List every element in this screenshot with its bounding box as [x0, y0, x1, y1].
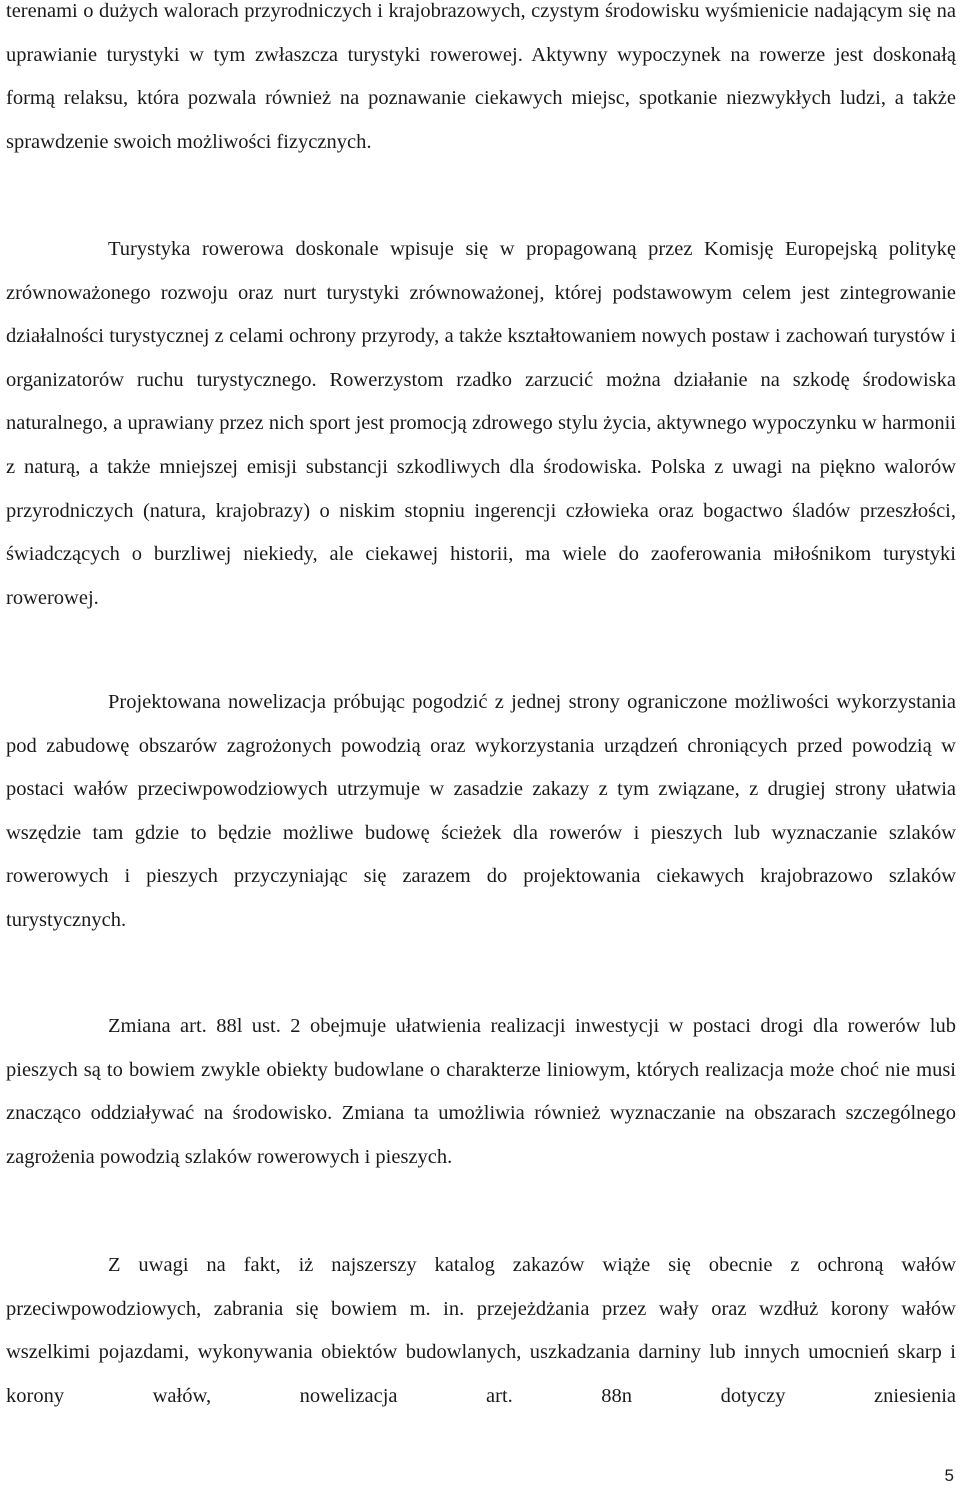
paragraph-4: Zmiana art. 88l ust. 2 obejmuje ułatwienia realizacji inwestycji w postaci drogi dla rowerów lub pieszych są to bowiem zwykle obiekty budowlane o charakterze liniowym, których realizacja może choć nie musi znacząco oddziaływać na środowisko. Zmiana ta umożliwia również wyznaczanie na obszarach szczególnego zagrożenia powodzią szlaków rowerowych i pieszych. [6, 1015, 956, 1168]
paragraph-3: Projektowana nowelizacja próbując pogodzić z jednej strony ograniczone możliwości wykorzystania pod zabudowę obszarów zagrożonych powodzią oraz wykorzystania urządzeń chroniących przed powodzią w postaci wałów przeciwpowodziowych utrzymuje w zasadzie zakazy z tym związane, z drugiej strony ułatwia wszędzie tam gdzie to będzie możliwe budowę ścieżek dla rowerów i pieszych lub wyznaczanie szlaków rowerowych i pieszych przyczyniając się zarazem do projektowania ciekawych krajobrazowo szlaków turystycznych. [6, 691, 956, 931]
paragraph-2: Turystyka rowerowa doskonale wpisuje się w propagowaną przez Komisję Europejską politykę zrównoważonego rozwoju oraz nurt turystyki zrównoważonej, której podstawowym celem jest zintegrowanie działalności turystycznej z celami ochrony przyrody, a także kształtowaniem nowych postaw i zachowań turystów i organizatorów ruchu turystycznego. Rowerzystom rzadko zarzucić można działanie na szkodę środowiska naturalnego, a uprawiany przez nich sport jest promocją zdrowego stylu życia, aktywnego wypoczynku w harmonii z naturą, a także mniejszej emisji substancji szkodliwych dla środowiska. Polska z uwagi na piękno walorów przyrodniczych (natura, krajobrazy) o niskim stopniu ingerencji człowieka oraz bogactwo śladów przeszłości, świadczących o burzliwej niekiedy, ale ciekawej historii, ma wiele do zaoferowania miłośnikom turystyki rowerowej. [6, 238, 956, 609]
paragraph-1: terenami o dużych walorach przyrodniczych i krajobrazowych, czystym środowisku wyśmienicie nadającym się na uprawianie turystyki w tym zwłaszcza turystyki rowerowej. Aktywny wypoczynek na rowerze jest doskonałą formą relaksu, która pozwala również na poznawanie ciekawych miejsc, spotkanie niezwykłych ludzi, a także sprawdzenie swoich możliwości fizycznych. [6, 0, 956, 153]
paragraph-5: Z uwagi na fakt, iż najszerszy katalog zakazów wiąże się obecnie z ochroną wałów przeciwpowodziowych, zabrania się bowiem m. in. przejeżdżania przez wały oraz wzdłuż korony wałów wszelkimi pojazdami, wykonywania obiektów budowlanych, uszkadzania darniny lub innych umocnień skarp i korony wałów, nowelizacja art. 88n dotyczy zniesienia [6, 1254, 956, 1407]
page-number: 5 [944, 1466, 954, 1485]
